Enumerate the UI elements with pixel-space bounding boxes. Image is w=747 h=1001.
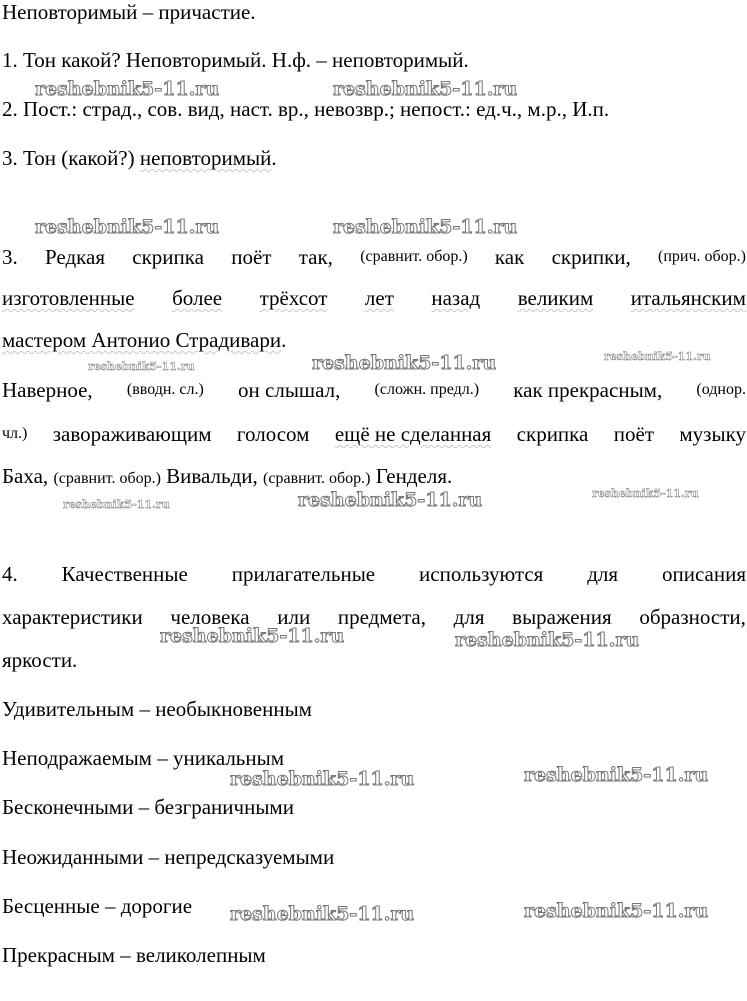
- watermark: reshebnik5-11.ru: [35, 78, 220, 100]
- watermark: reshebnik5-11.ru: [88, 360, 195, 373]
- watermark: reshebnik5-11.ru: [592, 487, 699, 500]
- watermark: reshebnik5-11.ru: [230, 768, 415, 790]
- text-line: Удивительным – необыкновенным: [2, 697, 312, 721]
- text-line: Прекрасным – великолепным: [2, 943, 266, 967]
- text-line: Неподражаемым – уникальным: [2, 746, 285, 770]
- text-line: Баха, (сравнит. обор.) Вивальди, (сравнит. обор.) Генделя.: [2, 464, 453, 488]
- justified-line: Наверное, (вводн. сл.) он слышал, (сложн. предл.) как прекрасным, (однор.: [2, 378, 746, 402]
- text-line: 3. Тон (какой?) неповторимый.: [2, 146, 277, 170]
- text-line: мастером Антонио Страдивари.: [2, 328, 287, 352]
- watermark: reshebnik5-11.ru: [298, 489, 483, 511]
- watermark: reshebnik5-11.ru: [524, 900, 709, 922]
- watermark: reshebnik5-11.ru: [35, 216, 220, 238]
- text-line: Бесценные – дорогие: [2, 894, 193, 918]
- justified-line: 3. Редкая скрипка поёт так, (сравнит. обор.) как скрипки, (прич. обор.): [2, 245, 746, 269]
- watermark: reshebnik5-11.ru: [455, 629, 640, 651]
- text-line: Неожиданными – непредсказуемыми: [2, 845, 335, 869]
- watermark: reshebnik5-11.ru: [333, 78, 518, 100]
- watermark: reshebnik5-11.ru: [312, 352, 497, 374]
- watermark: reshebnik5-11.ru: [230, 903, 415, 925]
- watermark: reshebnik5-11.ru: [524, 764, 709, 786]
- justified-line: 4. Качественные прилагательные используются для описания: [2, 562, 746, 586]
- text-line: Бесконечными – безграничными: [2, 795, 294, 819]
- watermark: reshebnik5-11.ru: [604, 350, 711, 363]
- justified-line: характеристики человека или предмета, для выражения образности,: [2, 605, 746, 629]
- justified-line: чл.) завораживающим голосом ещё не сделанная скрипка поёт музыку: [2, 422, 746, 446]
- watermark: reshebnik5-11.ru: [63, 498, 170, 511]
- text-line: Неповторимый – причастие.: [2, 0, 256, 24]
- justified-line: изготовленные более трёхсот лет назад великим итальянским: [2, 286, 746, 310]
- text-line: яркости.: [2, 648, 78, 672]
- text-line: 2. Пост.: страд., сов. вид, наст. вр., невозвр.; непост.: ед.ч., м.р., И.п.: [2, 97, 610, 121]
- text-line: 1. Тон какой? Неповторимый. Н.ф. – неповторимый.: [2, 48, 469, 72]
- watermark: reshebnik5-11.ru: [160, 625, 345, 647]
- watermark: reshebnik5-11.ru: [333, 216, 518, 238]
